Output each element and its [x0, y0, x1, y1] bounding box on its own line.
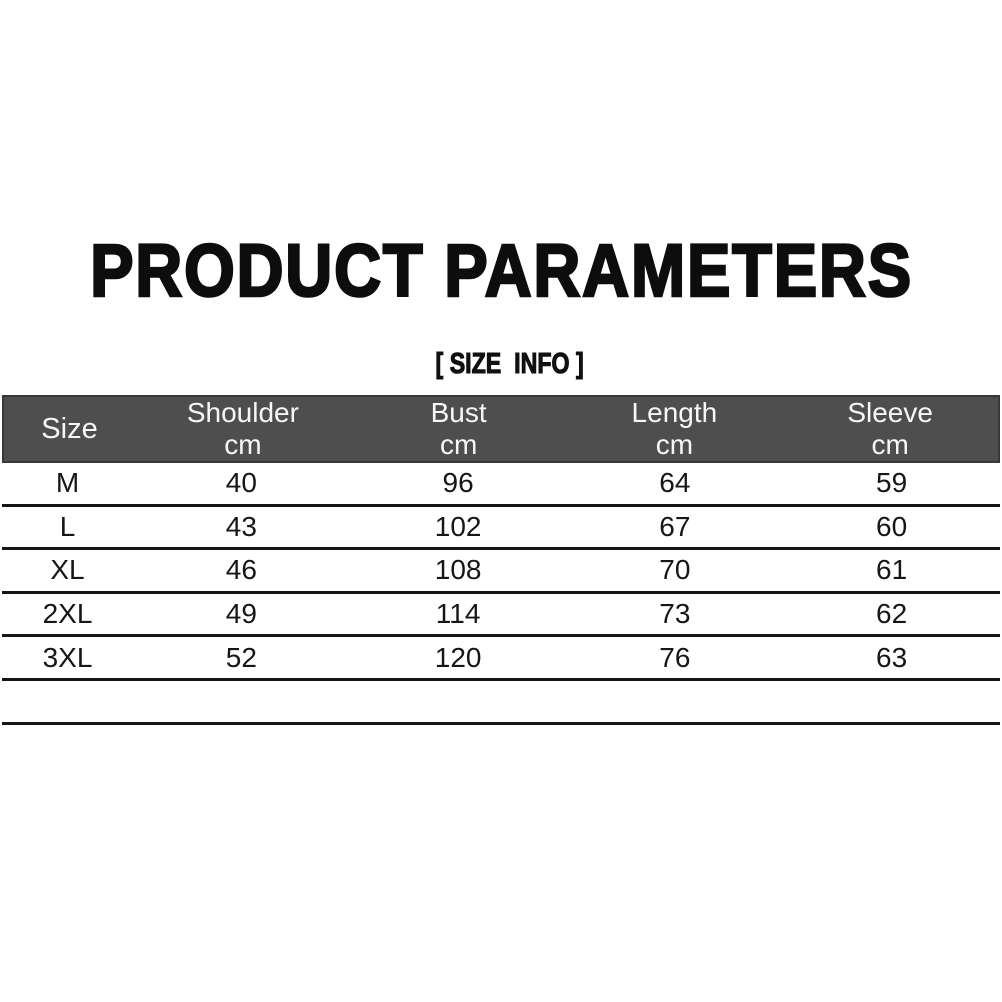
length-value: 76 [659, 641, 691, 673]
sleeve-value: 60 [876, 510, 908, 542]
length-value: 64 [659, 467, 691, 499]
size-cell: 2XL [42, 598, 93, 630]
unit-label-bust: cm [439, 429, 478, 460]
table-row-empty [2, 681, 1000, 725]
size-info-text: [ SIZE INFO ] [435, 348, 585, 380]
column-header-length: Length [631, 397, 718, 428]
bust-value: 108 [434, 554, 482, 586]
table-row-l [2, 507, 1000, 551]
column-header-bust: Bust [430, 397, 487, 428]
length-value: 70 [659, 554, 691, 586]
shoulder-value: 49 [225, 598, 257, 630]
shoulder-value: 40 [225, 467, 257, 499]
sleeve-value: 59 [876, 467, 908, 499]
sleeve-value: 62 [876, 598, 908, 630]
sleeve-value: 61 [876, 554, 908, 586]
unit-label-length: cm [655, 429, 694, 460]
column-header-sleeve: Sleeve [847, 397, 933, 428]
shoulder-value: 52 [225, 641, 257, 673]
bust-value: 102 [434, 510, 482, 542]
column-header-size: Size [41, 412, 98, 445]
column-names-row [135, 397, 998, 429]
table-row-m [2, 463, 1000, 507]
unit-row [135, 429, 998, 461]
table-row-3xl [2, 637, 1000, 681]
shoulder-value: 46 [225, 554, 257, 586]
table-row-xl [2, 550, 1000, 594]
length-value: 67 [659, 510, 691, 542]
sleeve-value: 63 [876, 641, 908, 673]
column-header-shoulder: Shoulder [186, 397, 299, 428]
unit-label-shoulder: cm [224, 429, 262, 460]
measurement-columns-header [135, 397, 998, 461]
size-cell: L [59, 510, 76, 542]
unit-label-sleeve: cm [871, 429, 909, 460]
page-title [0, 229, 1002, 312]
length-value: 73 [659, 598, 691, 630]
size-table [2, 395, 1000, 725]
shoulder-value: 43 [225, 510, 257, 542]
size-info-label [0, 332, 1002, 397]
bust-value: 120 [434, 641, 482, 673]
size-cell: 3XL [42, 641, 93, 673]
size-cell: M [55, 467, 80, 499]
size-cell: XL [50, 554, 85, 586]
page-title-text: PRODUCT PARAMETERS [89, 229, 913, 312]
bust-value: 96 [442, 467, 474, 499]
bust-value: 114 [435, 598, 481, 630]
table-row-2xl [2, 594, 1000, 638]
table-header [2, 395, 1000, 463]
